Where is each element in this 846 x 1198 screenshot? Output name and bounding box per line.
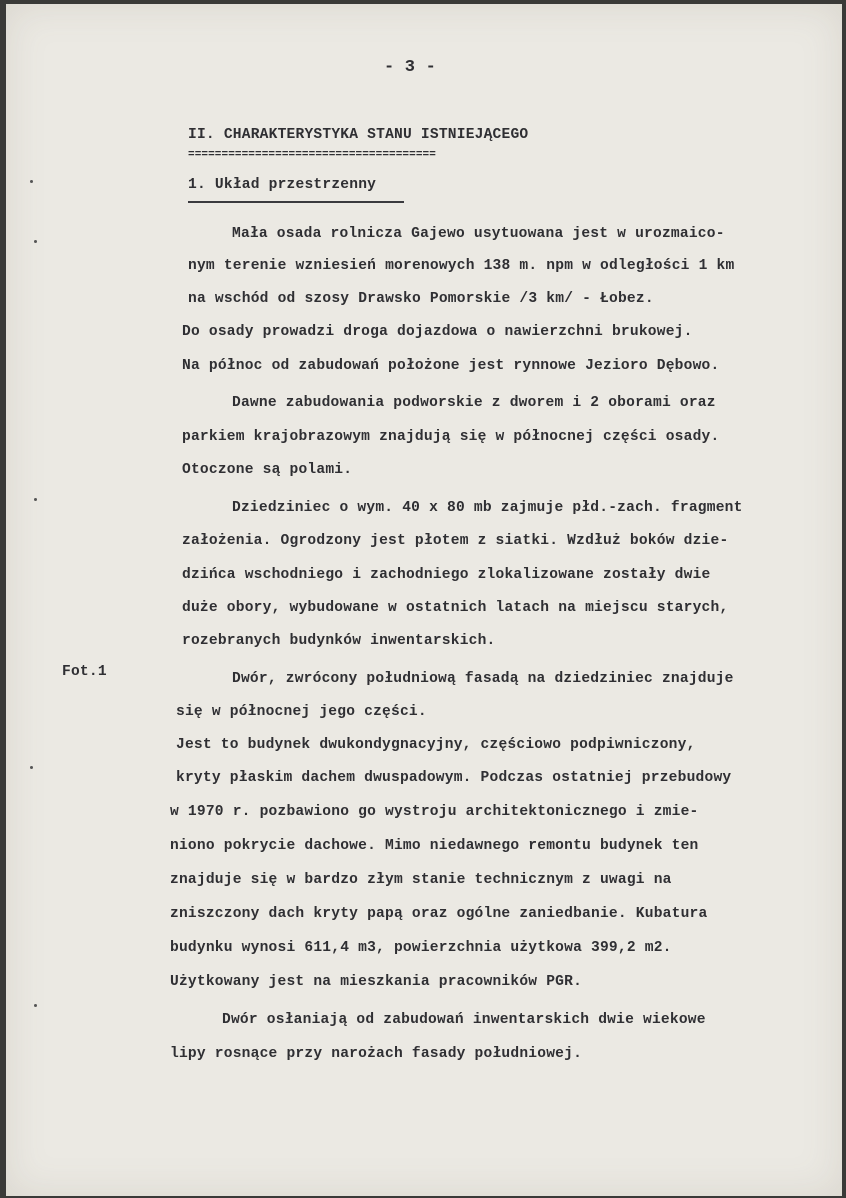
text-line: lipy rosnące przy narożach fasady południowej. — [170, 1046, 583, 1062]
text-line: dzińca wschodniego i zachodniego zlokalizowane zostały dwie — [182, 567, 711, 583]
section-heading: II. CHARAKTERYSTYKA STANU ISTNIEJĄCEGO — [188, 127, 529, 143]
text-line: w 1970 r. pozbawiono go wystroju architektonicznego i zmie- — [170, 804, 699, 820]
subsection-underline — [188, 201, 404, 203]
text-line: Dziedziniec o wym. 40 x 80 mb zajmuje płd.-zach. fragment — [232, 500, 743, 516]
text-line: rozebranych budynków inwentarskich. — [182, 633, 496, 649]
text-line: się w północnej jego części. — [176, 704, 427, 720]
text-line: Mała osada rolnicza Gajewo usytuowana jest w urozmaico- — [232, 226, 725, 242]
text-line: Dwór osłaniają od zabudowań inwentarskich dwie wiekowe — [222, 1012, 706, 1028]
margin-mark — [34, 240, 37, 243]
text-line: na wschód od szosy Drawsko Pomorskie /3 km/ - Łobez. — [188, 291, 654, 307]
section-heading-rule: ===================================== — [188, 149, 436, 161]
text-line: zniszczony dach kryty papą oraz ogólne zaniedbanie. Kubatura — [170, 906, 708, 922]
subsection-heading: 1. Układ przestrzenny — [188, 177, 377, 193]
document-page — [6, 4, 842, 1196]
margin-note-photo-ref: Fot.1 — [62, 664, 107, 680]
text-line: Otoczone są polami. — [182, 462, 353, 478]
page-number: - 3 - — [384, 58, 437, 77]
text-line: znajduje się w bardzo złym stanie technicznym z uwagi na — [170, 872, 672, 888]
text-line: Dawne zabudowania podworskie z dworem i 2 oborami oraz — [232, 395, 716, 411]
text-line: budynku wynosi 611,4 m3, powierzchnia użytkowa 399,2 m2. — [170, 940, 672, 956]
text-line: Na północ od zabudowań położone jest rynnowe Jezioro Dębowo. — [182, 358, 720, 374]
text-line: nym terenie wzniesień morenowych 138 m. npm w odległości 1 km — [188, 258, 735, 274]
margin-mark — [34, 498, 37, 501]
margin-mark — [34, 1004, 37, 1007]
margin-mark — [30, 766, 33, 769]
text-line: Jest to budynek dwukondygnacyjny, częściowo podpiwniczony, — [176, 737, 696, 753]
text-line: Użytkowany jest na mieszkania pracowników PGR. — [170, 974, 583, 990]
text-line: niono pokrycie dachowe. Mimo niedawnego remontu budynek ten — [170, 838, 699, 854]
text-line: Do osady prowadzi droga dojazdowa o nawierzchni brukowej. — [182, 324, 693, 340]
text-line: duże obory, wybudowane w ostatnich latach na miejscu starych, — [182, 600, 729, 616]
text-line: Dwór, zwrócony południową fasadą na dziedziniec znajduje — [232, 671, 734, 687]
margin-mark — [30, 180, 33, 183]
text-line: założenia. Ogrodzony jest płotem z siatki. Wzdłuż boków dzie- — [182, 533, 729, 549]
text-line: kryty płaskim dachem dwuspadowym. Podczas ostatniej przebudowy — [176, 770, 732, 786]
text-line: parkiem krajobrazowym znajdują się w północnej części osady. — [182, 429, 720, 445]
